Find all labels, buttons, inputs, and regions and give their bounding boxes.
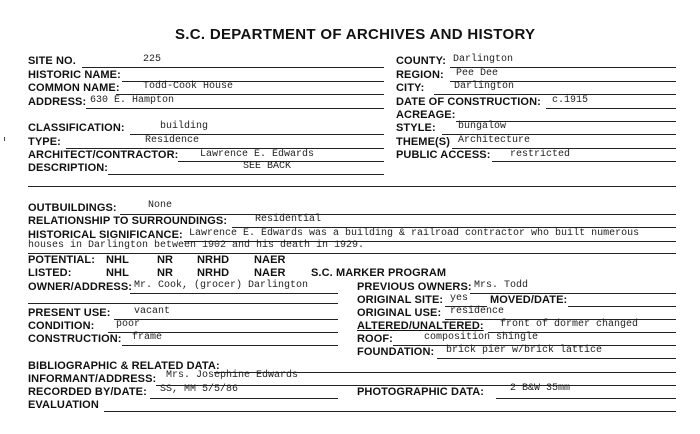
recorded-line — [150, 398, 338, 399]
altered-label: ALTERED/UNALTERED: — [357, 320, 484, 332]
public-access-value: restricted — [510, 149, 571, 160]
address-line — [86, 108, 384, 109]
description-label: DESCRIPTION: — [28, 162, 109, 174]
site-no-label: SITE NO. — [28, 55, 76, 67]
potential-nr[interactable]: NR — [157, 254, 174, 266]
description-continuation-line — [28, 186, 676, 187]
type-label: TYPE: — [28, 136, 61, 148]
description-line — [108, 174, 384, 175]
significance-value-2: houses in Darlington between 1902 and his death in 1929. — [28, 240, 365, 251]
city-value: Darlington — [454, 81, 515, 92]
condition-label: CONDITION: — [28, 320, 95, 332]
listed-nrhd[interactable]: NRHD — [197, 267, 230, 279]
moved-date-label: MOVED/DATE: — [490, 294, 568, 306]
county-value: Darlington — [453, 54, 514, 65]
photographic-data-value: 2 B&W 35mm — [510, 383, 571, 394]
public-access-label: PUBLIC ACCESS: — [396, 149, 491, 161]
site-no-line — [82, 67, 384, 68]
historic-name-label: HISTORIC NAME: — [28, 69, 121, 81]
site-no-value: 225 — [143, 54, 162, 65]
recorded-value: SS, MM 5/5/86 — [160, 384, 239, 395]
significance-label: HISTORICAL SIGNIFICANCE: — [28, 229, 183, 241]
construction-date-label: DATE OF CONSTRUCTION: — [396, 96, 541, 108]
informant-label: INFORMANT/ADDRESS: — [28, 373, 157, 385]
owner-line — [130, 293, 338, 294]
description-value: SEE BACK — [243, 161, 292, 172]
photographic-data-label: PHOTOGRAPHIC DATA: — [357, 386, 485, 398]
potential-naer[interactable]: NAER — [254, 254, 286, 266]
region-value: Pee Dee — [456, 68, 499, 79]
roof-label: ROOF: — [357, 333, 393, 345]
recorded-label: RECORDED BY/DATE: — [28, 386, 147, 398]
condition-value: poor — [116, 319, 141, 330]
present-use-value: vacant — [134, 306, 171, 317]
outbuildings-value: None — [148, 200, 173, 211]
city-label: CITY: — [396, 82, 425, 94]
potential-nrhd[interactable]: NRHD — [197, 254, 230, 266]
foundation-value: brick pier w/brick lattice — [446, 345, 603, 356]
style-label: STYLE: — [396, 122, 436, 134]
moved-date-line — [568, 306, 676, 307]
classification-label: CLASSIFICATION: — [28, 122, 125, 134]
address-value: 630 E. Hampton — [90, 95, 175, 106]
roof-value: composition shingle — [424, 332, 539, 343]
relationship-value: Residential — [255, 214, 322, 225]
owner-label: OWNER/ADDRESS: — [28, 281, 133, 293]
page-title: S.C. DEPARTMENT OF ARCHIVES AND HISTORY — [175, 26, 536, 43]
informant-value: Mrs. Josephine Edwards — [166, 370, 299, 381]
region-label: REGION: — [396, 69, 444, 81]
owner-line-2 — [28, 303, 338, 304]
scan-mark — [4, 137, 5, 141]
acreage-label: ACREAGE: — [396, 109, 456, 121]
common-name-value: Todd-Cook House — [143, 81, 234, 92]
classification-value: building — [160, 121, 209, 132]
evaluation-line — [104, 411, 676, 412]
construction-value: frame — [132, 332, 163, 343]
common-name-label: COMMON NAME: — [28, 82, 120, 94]
original-site-label: ORIGINAL SITE: — [357, 294, 444, 306]
marker-program[interactable]: S.C. MARKER PROGRAM — [311, 267, 447, 279]
potential-nhl[interactable]: NHL — [106, 254, 129, 266]
listed-nr[interactable]: NR — [157, 267, 174, 279]
listed-nhl[interactable]: NHL — [106, 267, 129, 279]
architect-value: Lawrence E. Edwards — [200, 149, 315, 160]
photographic-data-line — [496, 398, 676, 399]
foundation-label: FOUNDATION: — [357, 346, 435, 358]
previous-owners-label: PREVIOUS OWNERS: — [357, 281, 472, 293]
themes-value: Architecture — [458, 135, 531, 146]
original-site-value: yes — [450, 293, 469, 304]
listed-naer[interactable]: NAER — [254, 267, 286, 279]
present-use-label: PRESENT USE: — [28, 307, 111, 319]
themes-label: THEME(S) — [396, 136, 450, 148]
relationship-label: RELATIONSHIP TO SURROUNDINGS: — [28, 215, 228, 227]
evaluation-label: EVALUATION — [28, 399, 99, 411]
architect-label: ARCHITECT/CONTRACTOR: — [28, 149, 179, 161]
original-use-value: residence — [450, 306, 505, 317]
construction-label: CONSTRUCTION: — [28, 333, 122, 345]
public-access-line — [492, 161, 676, 162]
significance-value-1: Lawrence E. Edwards was a building & railroad contractor who built numerous — [189, 228, 640, 239]
address-label: ADDRESS: — [28, 96, 87, 108]
owner-value: Mr. Cook, (grocer) Darlington — [134, 280, 309, 291]
county-label: COUNTY: — [396, 55, 446, 67]
potential-label: POTENTIAL: — [28, 254, 95, 266]
outbuildings-label: OUTBUILDINGS: — [28, 202, 117, 214]
style-value: bungalow — [458, 121, 507, 132]
present-use-line — [114, 319, 338, 320]
bibliographic-label: BIBLIOGRAPHIC & RELATED DATA: — [28, 360, 220, 372]
foundation-line — [437, 358, 676, 359]
listed-label: LISTED: — [28, 267, 72, 279]
construction-date-line — [546, 108, 676, 109]
type-value: Residence — [145, 135, 200, 146]
construction-line — [122, 345, 338, 346]
previous-owners-value: Mrs. Todd — [474, 280, 529, 291]
altered-value: front of dormer changed — [500, 319, 639, 330]
construction-date-value: c.1915 — [552, 95, 589, 106]
original-use-label: ORIGINAL USE: — [357, 307, 442, 319]
